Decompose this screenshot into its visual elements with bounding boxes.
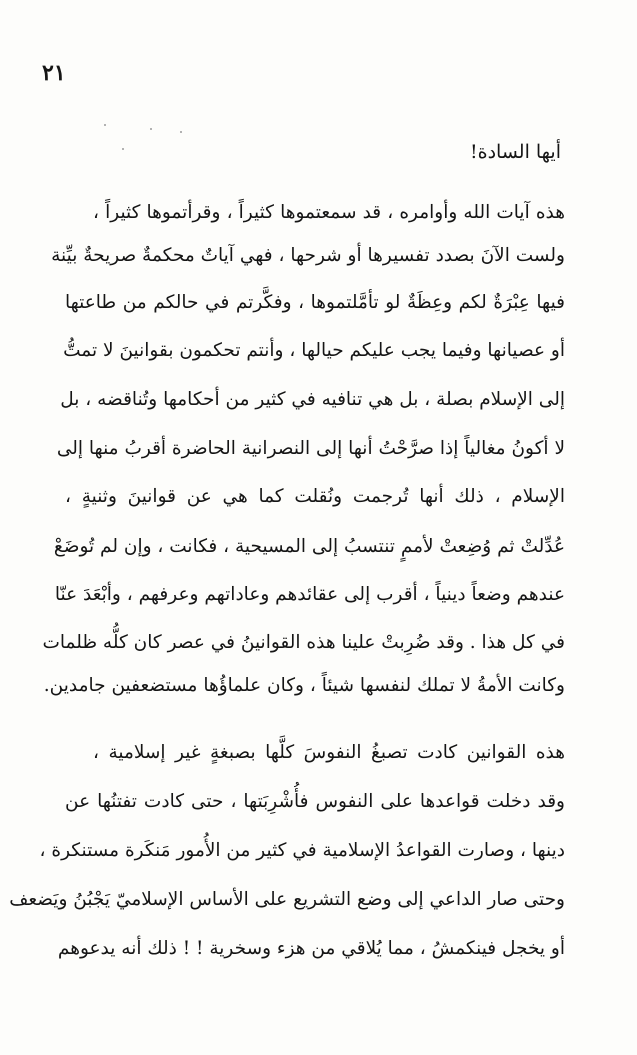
text-line: أو عصيانها وفيما يجب عليكم حيالها ، وأنتم تحكمون بقوانينَ لا تمتُّ <box>63 340 565 361</box>
scan-speck <box>150 128 152 130</box>
text-line: في كل هذا . وقد ضُرِبتْ علينا هذه القوانينُ في عصر كان كلُّه ظلمات <box>42 632 565 653</box>
text-line: وكانت الأمةُ لا تملك لنفسها شيئاً ، وكان علماؤُها مستضعفين جامدين. <box>43 675 565 696</box>
text-line: وحتى صار الداعي إلى وضع التشريع على الأساس الإسلاميّ يَجْبُنُ ويَضعف <box>9 889 565 910</box>
text-line: ولست الآنَ بصدد تفسيرها أو شرحها ، فهي آياتٌ محكمةٌ صريحةٌ بيِّنة <box>51 245 565 266</box>
text-line: هذه القوانين كادت تصبغُ النفوسَ كلَّها بصبغةٍ غير إسلامية ، <box>93 742 565 763</box>
text-line: لا أكونُ مغالياً إذا صرَّحْتُ أنها إلى النصرانية الحاضرة أقربُ منها إلى <box>56 438 565 459</box>
scan-speck <box>180 131 182 133</box>
greeting-heading: أيها السادة! <box>469 141 561 163</box>
text-line: وقد دخلت قواعدها على النفوس فأُشْرِبَتها ، حتى كادت تفتنُها عن <box>65 791 565 812</box>
text-line: الإسلام ، ذلك أنها تُرجمت ونُقلت كما هي عن قوانينَ وثنيةٍ ، <box>65 486 565 507</box>
text-line: عُدِّلتْ ثم وُضِعتْ لأممٍ تنتسبُ إلى المسيحية ، فكانت ، وإن لم تُوضَعْ <box>53 536 565 557</box>
text-line: أو يخجل فينكمشُ ، مما يُلاقي من هزء وسخرية ! ! ذلك أنه يدعوهم <box>57 938 565 959</box>
scan-speck <box>122 148 124 150</box>
scan-speck <box>104 124 106 126</box>
text-line: فيها عِبْرَةٌ لكم وعِظَةٌ لو تأمَّلتموها ، وفكَّرتم في حالكم من طاعتها <box>65 292 565 313</box>
text-line: هذه آيات الله وأوامره ، قد سمعتموها كثيراً ، وقرأتموها كثيراً ، <box>93 202 565 223</box>
text-line: دينها ، وصارت القواعدُ الإسلامية في كثير من الأُمور مَنكَرة مستنكرة ، <box>39 840 565 861</box>
text-line: إلى الإسلام بصلة ، بل هي تنافيه في كثير من أحكامها وتُناقضه ، بل <box>60 389 565 410</box>
text-line: عندهم وضعاً دينياً ، أقرب إلى عقائدهم وعاداتهم وعرفهم ، وأبْعَدَ عنّا <box>54 584 565 605</box>
page-number: ٢١ <box>42 60 66 86</box>
